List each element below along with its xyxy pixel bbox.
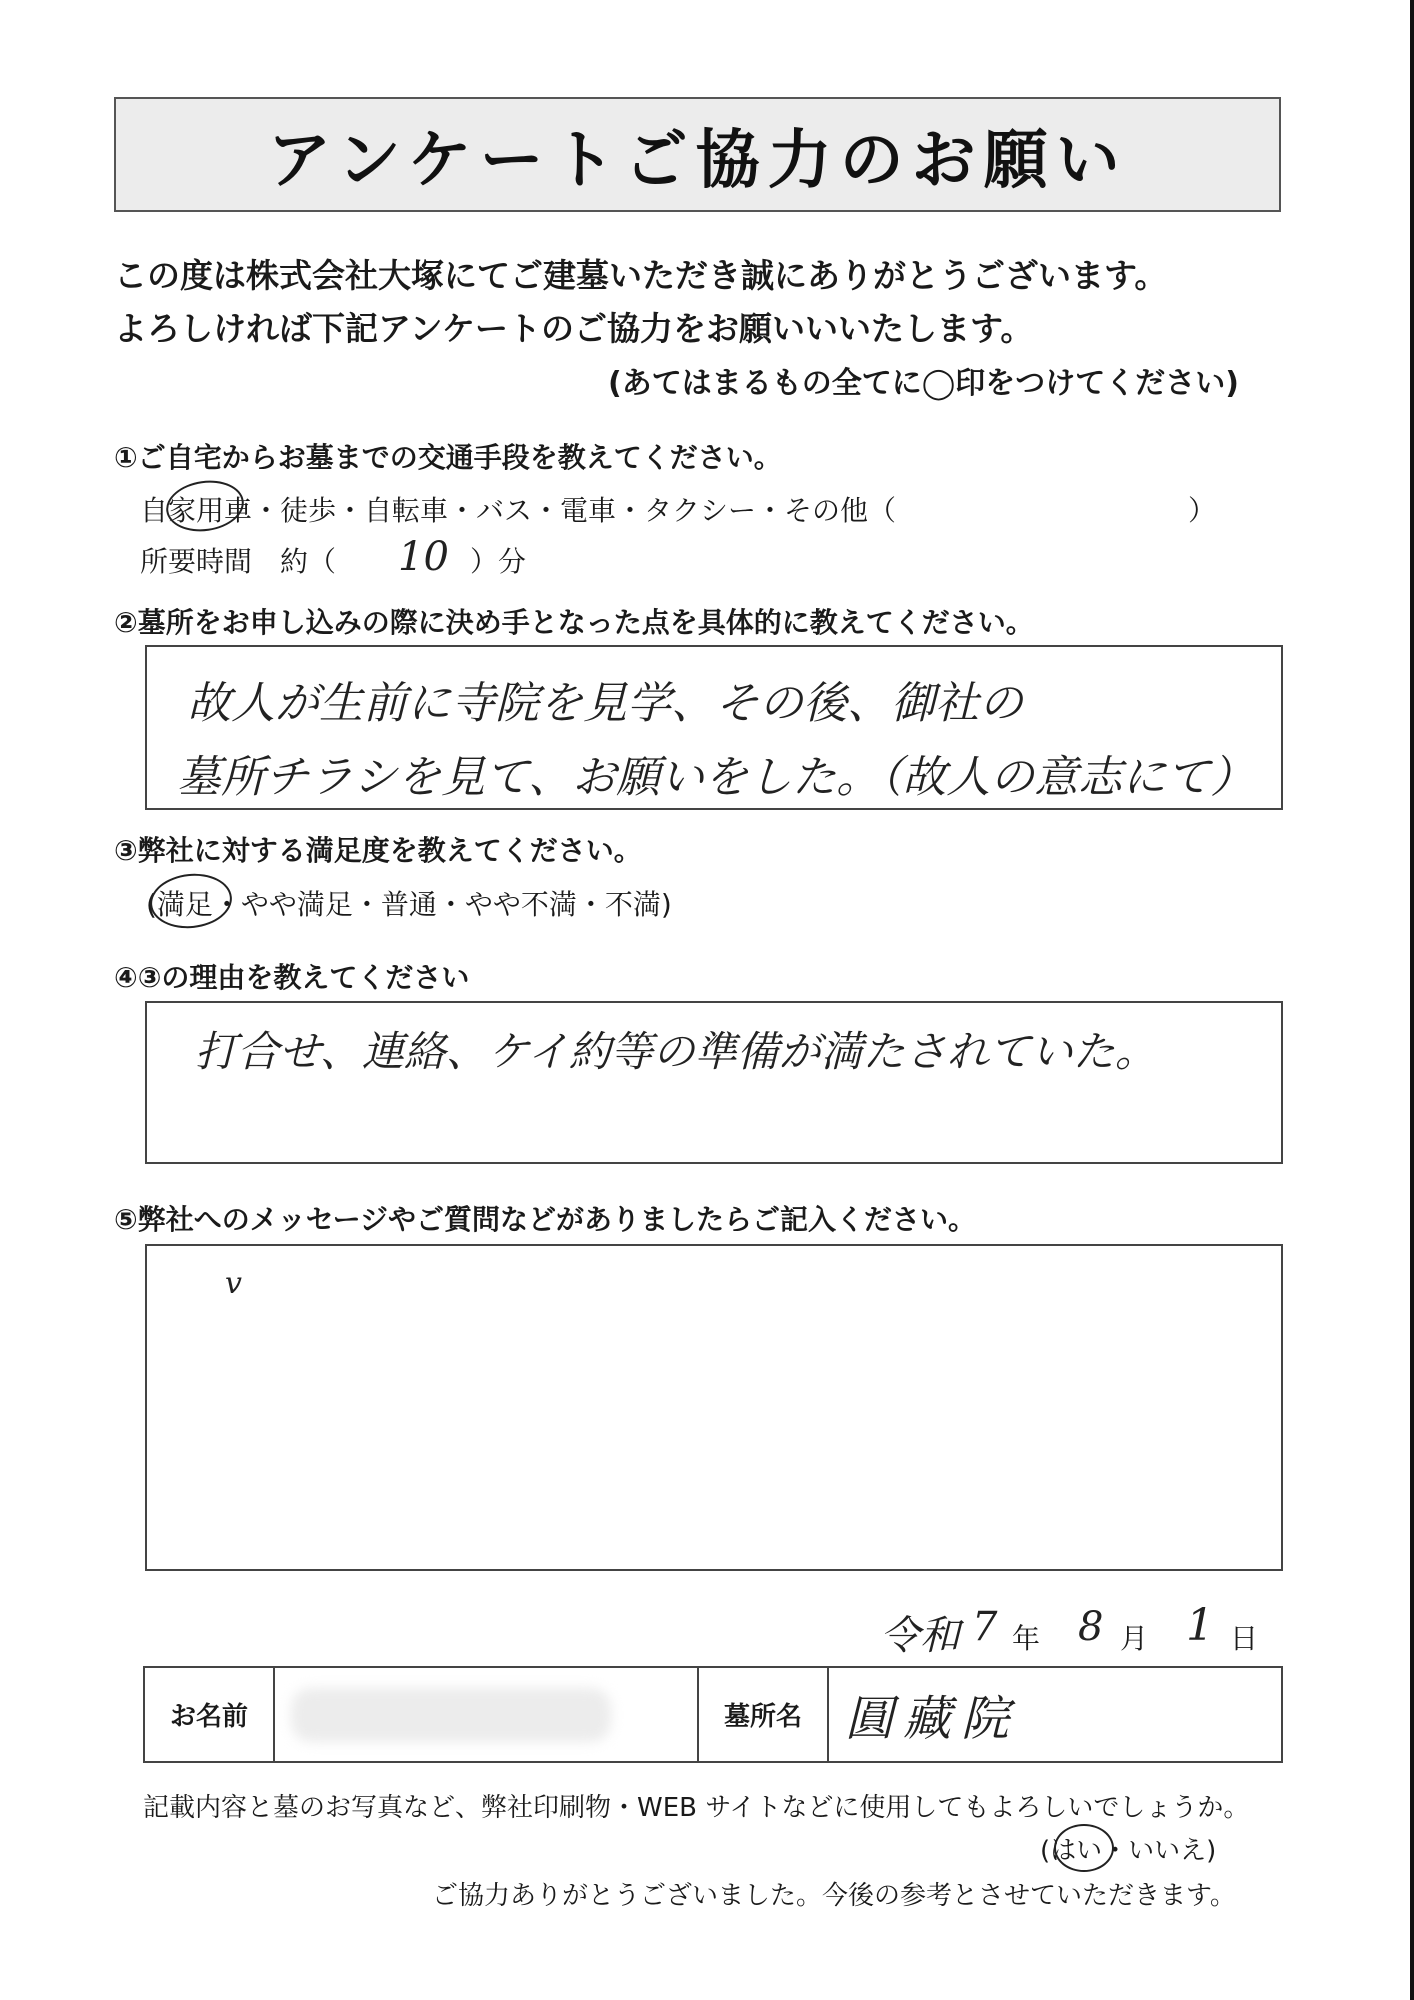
intro-note: (あてはまるもの全てに◯印をつけてください): [608, 366, 1239, 401]
title-banner: [114, 97, 1281, 212]
q5-question: ⑤弊社へのメッセージやご質問などがありましたらご記入ください。: [114, 1203, 977, 1236]
q1-options-close: ）: [1188, 494, 1217, 527]
grave-label: 墓所名: [698, 1667, 828, 1762]
redacted-blur: [291, 1688, 611, 1742]
name-field-redacted[interactable]: [274, 1667, 698, 1762]
q3-options: (満足・やや満足・普通・やや不満・不満): [146, 888, 672, 921]
date-day-unit: 日: [1230, 1622, 1259, 1655]
grave-field[interactable]: [828, 1667, 1282, 1762]
q2-answer-box[interactable]: [145, 645, 1283, 810]
consent-thanks: ご協力ありがとうございました。今後の参考とさせていただきます。: [432, 1881, 1236, 1911]
date-month: 8: [1078, 1604, 1104, 1650]
q4-answer-box[interactable]: [145, 1001, 1283, 1164]
q3-question: ③弊社に対する満足度を教えてください。: [114, 834, 642, 867]
page-title: アンケートご協力のお願い: [267, 123, 1128, 198]
consent-question: 記載内容と墓のお写真など、弊社印刷物・WEB サイトなどに使用してもよろしいでしょうか。: [143, 1793, 1250, 1823]
q5-answer-box[interactable]: [145, 1244, 1283, 1571]
q1-time-label: 所要時間 約（: [140, 545, 337, 578]
q2-question: ②墓所をお申し込みの際に決め手となった点を具体的に教えてください。: [114, 606, 1034, 639]
q2-answer-line-1: 故人が生前に寺院を見学、その後、御社の: [187, 678, 1023, 729]
date-year-unit: 年: [1012, 1622, 1041, 1655]
q4-question: ④③の理由を教えてください: [114, 961, 470, 994]
q2-answer-line-2: 墓所チラシを見て、お願いをした。（故人の意志にて）: [177, 752, 1255, 803]
q1-options: 自家用車・徒歩・自転車・バス・電車・タクシー・その他（: [140, 494, 897, 527]
q4-answer: 打合せ、連絡、ケイ約等の準備が満たされていた。: [195, 1027, 1157, 1076]
scan-edge-right: [1410, 0, 1414, 2000]
q1-question: ①ご自宅からお墓までの交通手段を教えてください。: [114, 441, 782, 474]
consent-options: (はい・いいえ): [1040, 1836, 1217, 1866]
date-day: 1: [1186, 1600, 1214, 1651]
name-table: [143, 1666, 1283, 1763]
date-era: 令和: [880, 1613, 960, 1659]
grave-value: 圓藏院: [845, 1691, 1020, 1747]
q1-time-value[interactable]: 10: [398, 534, 449, 580]
q1-time-unit: ）分: [470, 545, 527, 578]
date-year: 7: [972, 1604, 998, 1650]
consent-selected-circle: [1054, 1824, 1114, 1872]
intro-line-1: この度は株式会社大塚にてご建墓いただき誠にありがとうございます。: [114, 256, 1168, 295]
q5-mark: v: [225, 1266, 242, 1301]
intro-line-2: よろしければ下記アンケートのご協力をお願いいいたします。: [114, 309, 1034, 348]
date-month-unit: 月: [1120, 1622, 1149, 1655]
name-label: お名前: [144, 1667, 274, 1762]
